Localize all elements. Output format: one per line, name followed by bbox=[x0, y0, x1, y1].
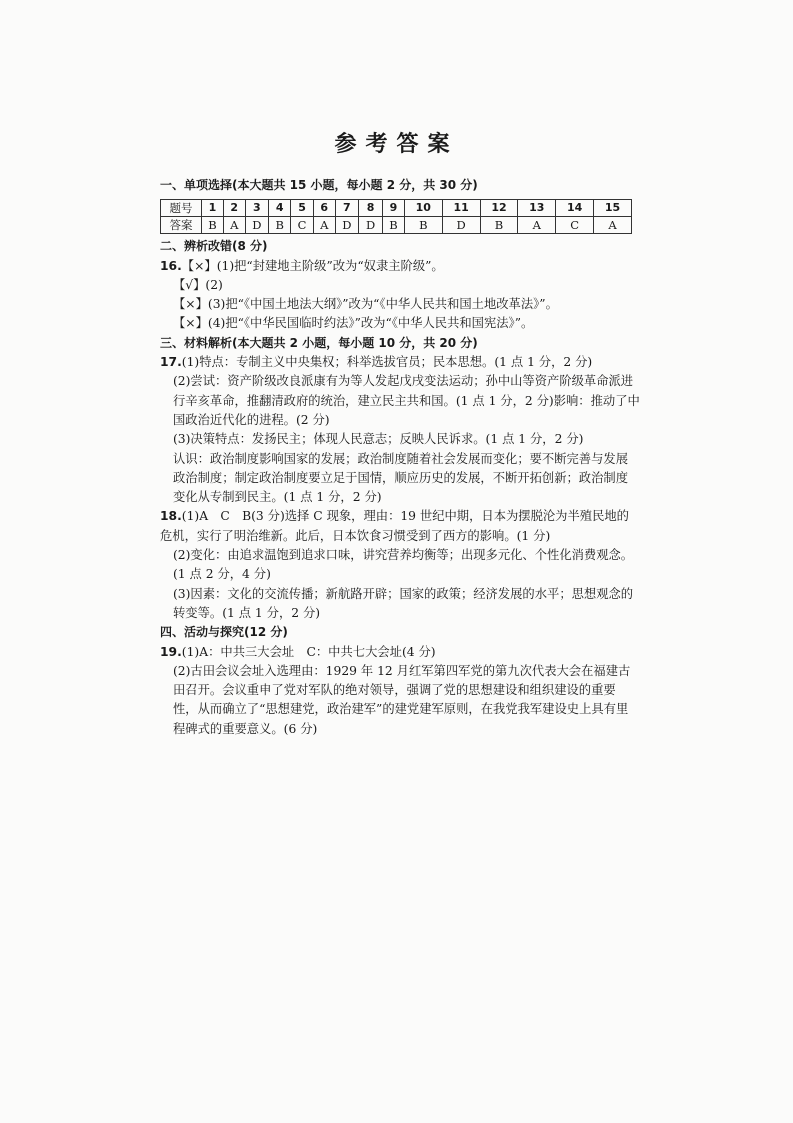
answer-table bbox=[160, 199, 632, 234]
q19-part-2: (2)古田会议会址入选理由：1929 年 12 月红军第四军党的第九次代表大会在福建古田召开。会议重申了党对军队的绝对领导，强调了党的思想建设和组织建设的重要性，从而确立了“思想建党，政治建军”的建党建军原则，在我党我军建设史上具有里程碑式的重要意义。(6 分) bbox=[173, 663, 631, 736]
question-number-cell: 4 bbox=[269, 200, 291, 217]
question-number-cell: 9 bbox=[382, 200, 404, 217]
question-number-cell: 14 bbox=[556, 200, 594, 217]
q18-part-3: (3)因素：文化的交流传播；新航路开辟；国家的政策；经济发展的水平；思想观念的转变等。(1 点 1 分，2 分) bbox=[173, 586, 634, 620]
answer-cell: B bbox=[404, 217, 442, 234]
answer-cell: C bbox=[556, 217, 594, 234]
answer-cell: B bbox=[480, 217, 518, 234]
question-number-cell: 13 bbox=[518, 200, 556, 217]
page-title: 参考答案 bbox=[334, 131, 459, 157]
q16-line-3: 【×】(3)把“《中国土地法大纲》”改为“《中华人民共和国土地改革法》”。 bbox=[173, 297, 558, 312]
question-number-cell: 3 bbox=[245, 200, 269, 217]
q17-part-1 bbox=[160, 353, 640, 372]
question-number-cell: 12 bbox=[480, 200, 518, 217]
q18-number: 18. bbox=[160, 509, 182, 524]
q17-part-3: (3)决策特点：发扬民主；体现人民意志；反映人民诉求。(1 点 1 分，2 分) bbox=[173, 432, 584, 447]
q18-part-2: (2)变化：由追求温饱到追求口味，讲究营养均衡等；出现多元化、个性化消费观念。(1 点 2 分，4 分) bbox=[173, 548, 634, 582]
section-1-heading: 一、单项选择(本大题共 15 小题，每小题 2 分，共 30 分) bbox=[160, 178, 478, 192]
q17-text-1: (1)特点：专制主义中央集权；科举选拔官员；民本思想。(1 点 1 分，2 分) bbox=[181, 355, 593, 370]
answer-cell: A bbox=[594, 217, 632, 234]
question-number-cell: 1 bbox=[202, 200, 224, 217]
q16-line-2: 【√】(2) bbox=[173, 277, 223, 292]
question-number-cell: 8 bbox=[359, 200, 383, 217]
answer-cell: D bbox=[335, 217, 359, 234]
answer-table-number-row bbox=[161, 200, 632, 217]
q16-number: 16. bbox=[160, 258, 182, 273]
question-number-cell: 11 bbox=[442, 200, 480, 217]
answer-cell: B bbox=[269, 217, 291, 234]
answer-cell: D bbox=[245, 217, 269, 234]
q16-text-1: 【×】(1)把“封建地主阶级”改为“奴隶主阶级”。 bbox=[181, 258, 444, 273]
row-label-number: 题号 bbox=[161, 200, 202, 217]
q16-line-1 bbox=[160, 257, 640, 276]
answer-cell: A bbox=[518, 217, 556, 234]
q16-line-4: 【×】(4)把“《中华民国临时约法》”改为“《中华人民共和国宪法》”。 bbox=[173, 316, 534, 331]
question-number-cell: 5 bbox=[291, 200, 314, 217]
q19-number: 19. bbox=[160, 644, 182, 659]
question-number-cell: 2 bbox=[223, 200, 245, 217]
question-number-cell: 7 bbox=[335, 200, 359, 217]
q18-text-1: (1)A C B(3 分)选择 C 现象，理由：19 世纪中期，日本为摆脱沦为半殖民地的危机，实行了明治维新。此后，日本饮食习惯受到了西方的影响。(1 分) bbox=[160, 509, 629, 543]
question-number-cell: 15 bbox=[594, 200, 632, 217]
row-label-answer: 答案 bbox=[161, 217, 202, 234]
q19-part-1 bbox=[160, 643, 640, 662]
answer-cell: B bbox=[382, 217, 404, 234]
answer-cell: C bbox=[291, 217, 314, 234]
answer-content bbox=[160, 176, 640, 739]
answer-table-answer-row bbox=[161, 217, 632, 234]
section-4-heading: 四、活动与探究(12 分) bbox=[160, 625, 288, 640]
q17-part-2: (2)尝试：资产阶级改良派康有为等人发起戊戌变法运动；孙中山等资产阶级革命派进行辛亥革命，推翻清政府的统治，建立民主共和国。(1 点 1 分，2 分)影响：推动了中国政治近代化的进程。(2 分) bbox=[173, 374, 640, 427]
section-2-heading: 二、辨析改错(8 分) bbox=[160, 239, 268, 254]
question-number-cell: 10 bbox=[404, 200, 442, 217]
question-number-cell: 6 bbox=[313, 200, 335, 217]
answer-cell: D bbox=[359, 217, 383, 234]
q19-text-1: (1)A：中共三大会址 C：中共七大会址(4 分) bbox=[181, 644, 436, 659]
answer-cell: D bbox=[442, 217, 480, 234]
q17-number: 17. bbox=[160, 355, 182, 370]
answer-cell: A bbox=[223, 217, 245, 234]
section-3-heading: 三、材料解析(本大题共 2 小题，每小题 10 分，共 20 分) bbox=[160, 335, 478, 350]
q17-part-4: 认识：政治制度影响国家的发展；政治制度随着社会发展而变化；要不断完善与发展政治制度；制定政治制度要立足于国情，顺应历史的发展，不断开拓创新；政治制度变化从专制到民主。(1 点 1 分，2 分) bbox=[173, 451, 628, 505]
answer-cell: B bbox=[202, 217, 224, 234]
q18-part-1 bbox=[160, 507, 640, 546]
answer-cell: A bbox=[313, 217, 335, 234]
